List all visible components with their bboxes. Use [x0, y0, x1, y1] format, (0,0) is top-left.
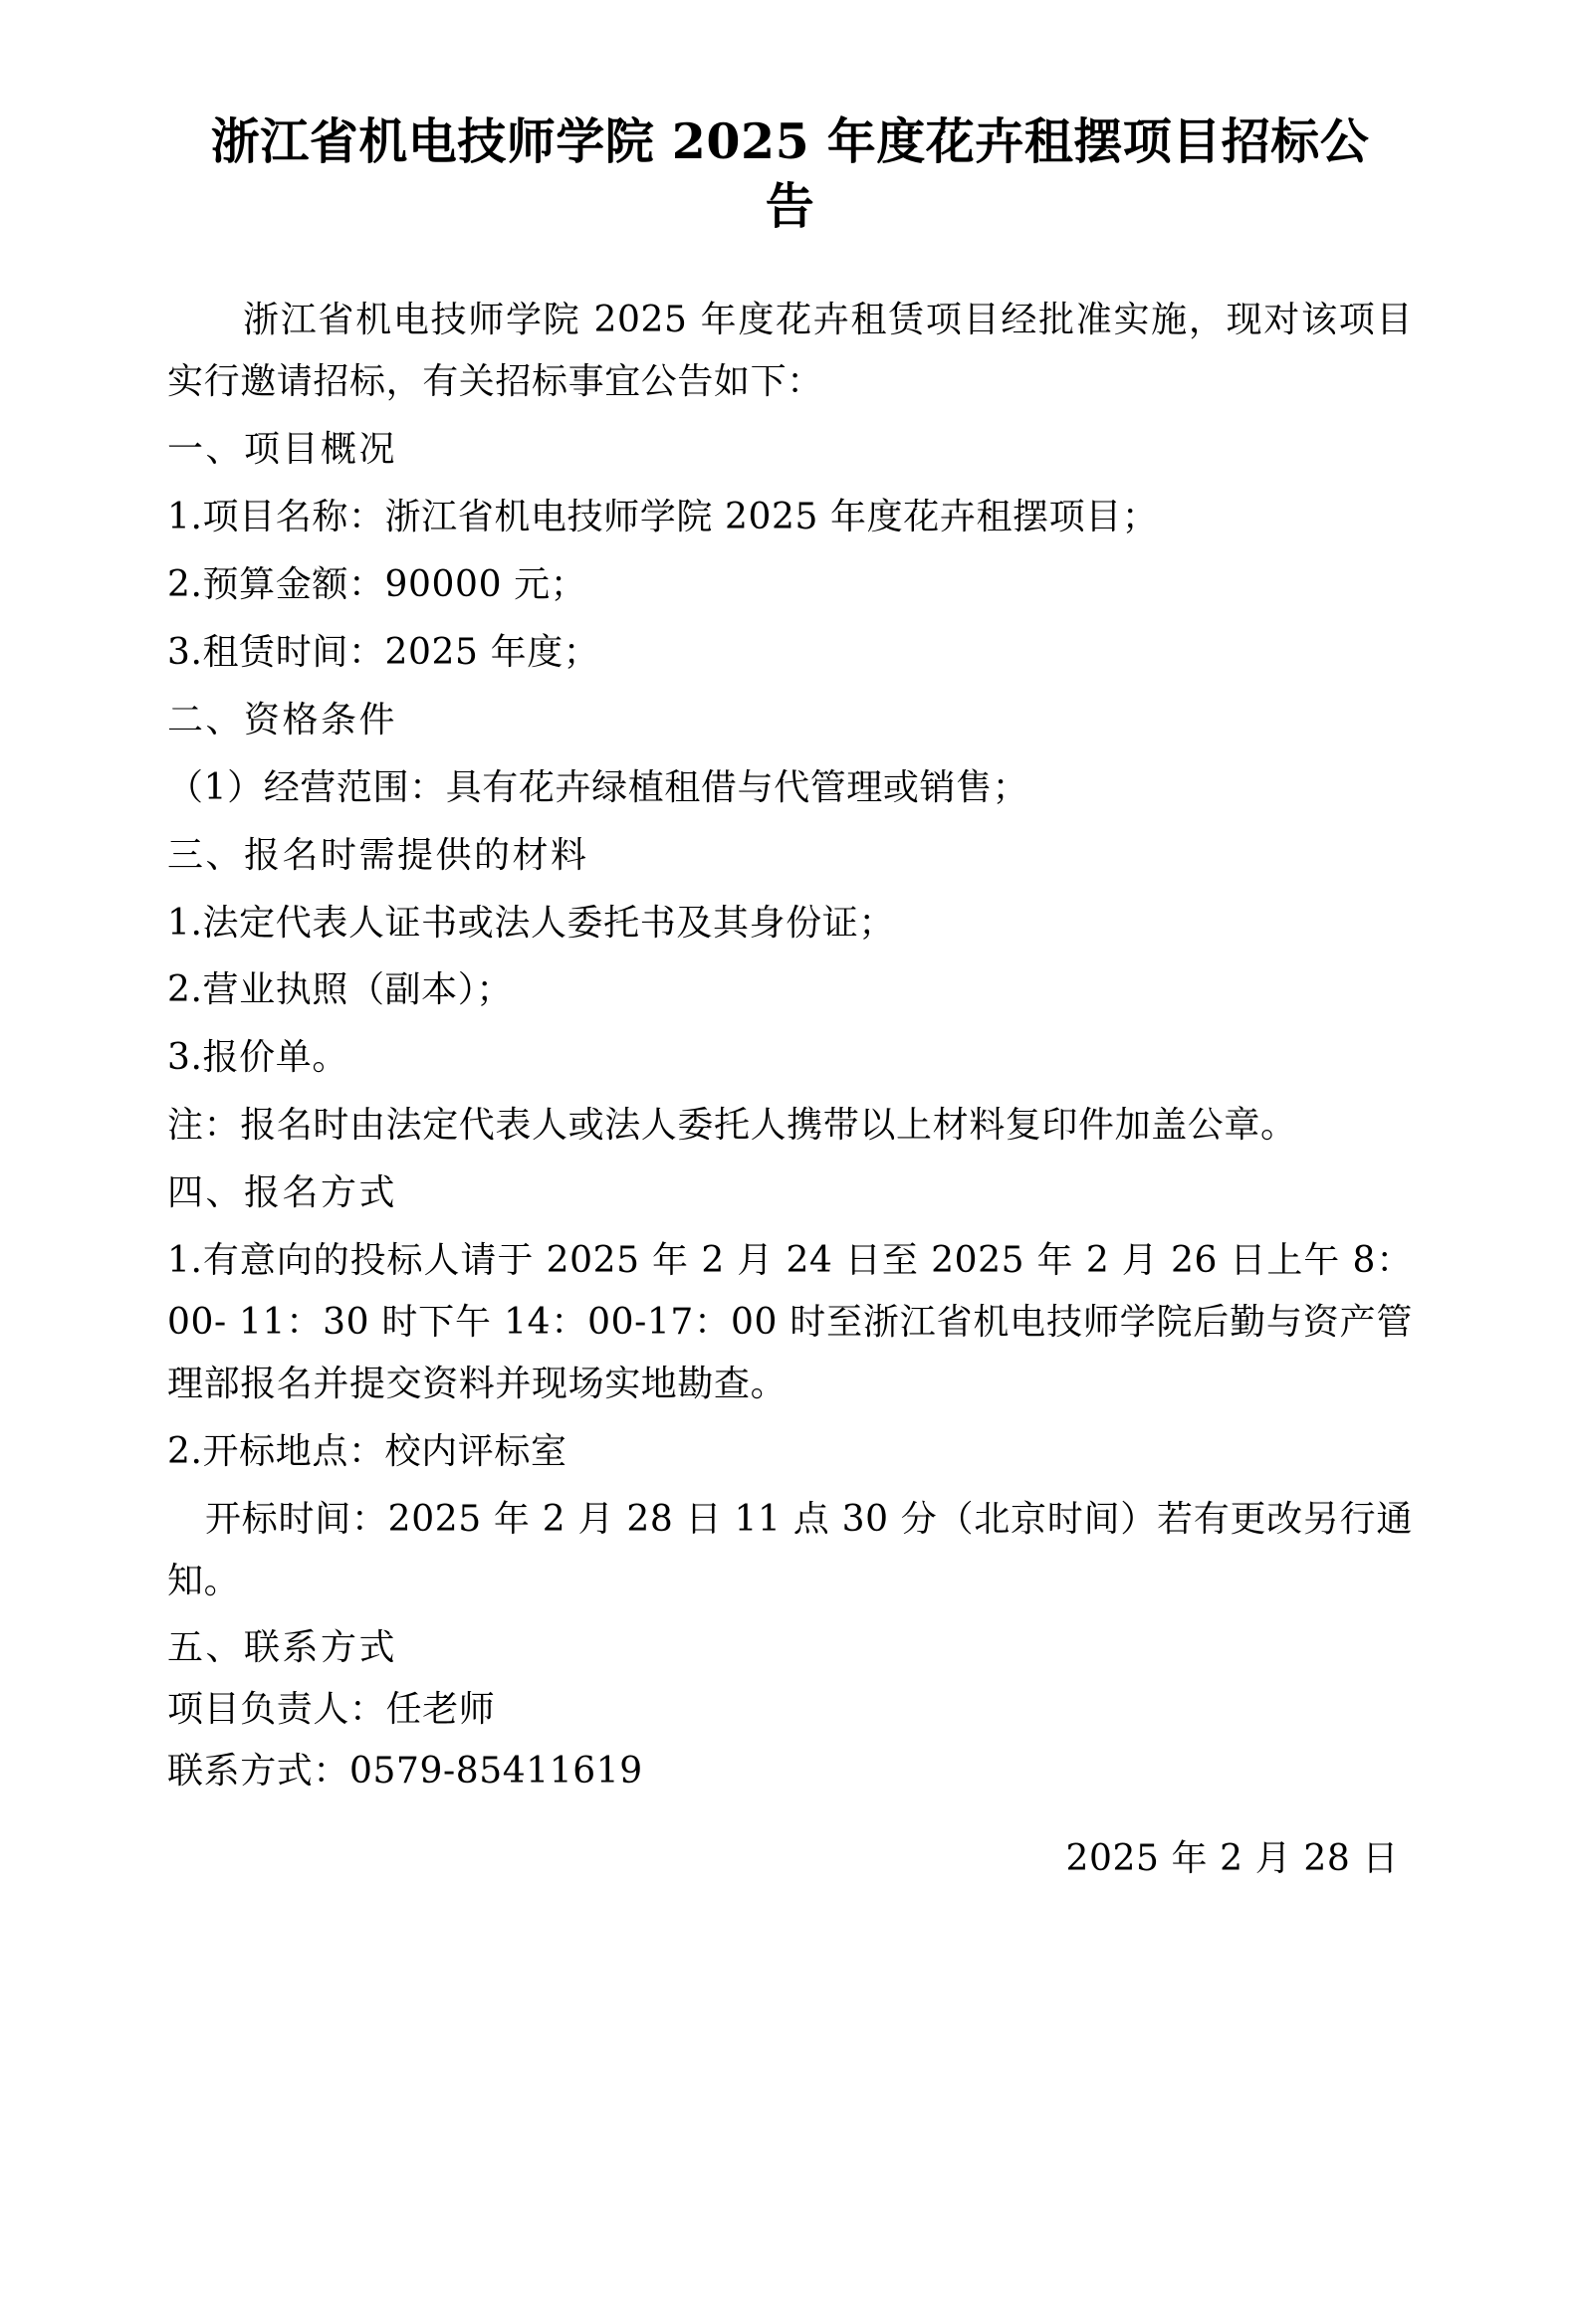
section-heading-5: 五、联系方式 — [167, 1627, 398, 1669]
sign-date: 2025 年 2 月 28 日 — [1065, 1838, 1399, 1880]
section-heading-1: 一、项目概况 — [167, 429, 398, 471]
section-3-line-3: 3.报价单。 — [167, 1037, 348, 1079]
section-1-line-3: 3.租赁时间：2025 年度； — [167, 631, 600, 673]
section-4-line-1: 1.有意向的投标人请于 2025 年 2 月 24 日至 2025 年 2 月 26 日上午 8：00- 11：30 时下午 14：00-17：00 时至浙江省机电技师学院后勤与资产管理部报名并提交资料并现场实地勘查。 — [167, 1240, 1413, 1404]
section-1-line-2: 2.预算金额：90000 元； — [167, 563, 587, 605]
intro-paragraph: 浙江省机电技师学院 2025 年度花卉租赁项目经批准实施，现对该项目实行邀请招标，有关招标事宜公告如下： — [167, 300, 1413, 403]
section-5-line-2: 联系方式：0579-85411619 — [167, 1751, 643, 1793]
section-1-line-1: 1.项目名称：浙江省机电技师学院 2025 年度花卉租摆项目； — [167, 497, 1159, 538]
section-3-line-2: 2.营业执照（副本）； — [167, 969, 513, 1011]
section-5-line-1: 项目负责人：任老师 — [167, 1689, 496, 1731]
section-3-note: 注：报名时由法定代表人或法人委托人携带以上材料复印件加盖公章。 — [167, 1105, 1297, 1147]
section-heading-3: 三、报名时需提供的材料 — [167, 834, 589, 876]
page-title: 浙江省机电技师学院 2025 年度花卉租摆项目招标公告 — [210, 112, 1370, 235]
section-heading-2: 二、资格条件 — [167, 699, 398, 740]
section-2-line-1: （1）经营范围：具有花卉绿植租借与代管理或销售； — [167, 766, 1029, 808]
section-4-line-2: 2.开标地点：校内评标室 — [167, 1430, 567, 1472]
section-4-line-3: 开标时间：2025 年 2 月 28 日 11 点 30 分（北京时间）若有更改另行通知。 — [167, 1498, 1413, 1601]
section-heading-4: 四、报名方式 — [167, 1172, 398, 1214]
section-3-line-1: 1.法定代表人证书或法人委托书及其身份证； — [167, 902, 895, 944]
document-body — [167, 290, 1413, 1890]
